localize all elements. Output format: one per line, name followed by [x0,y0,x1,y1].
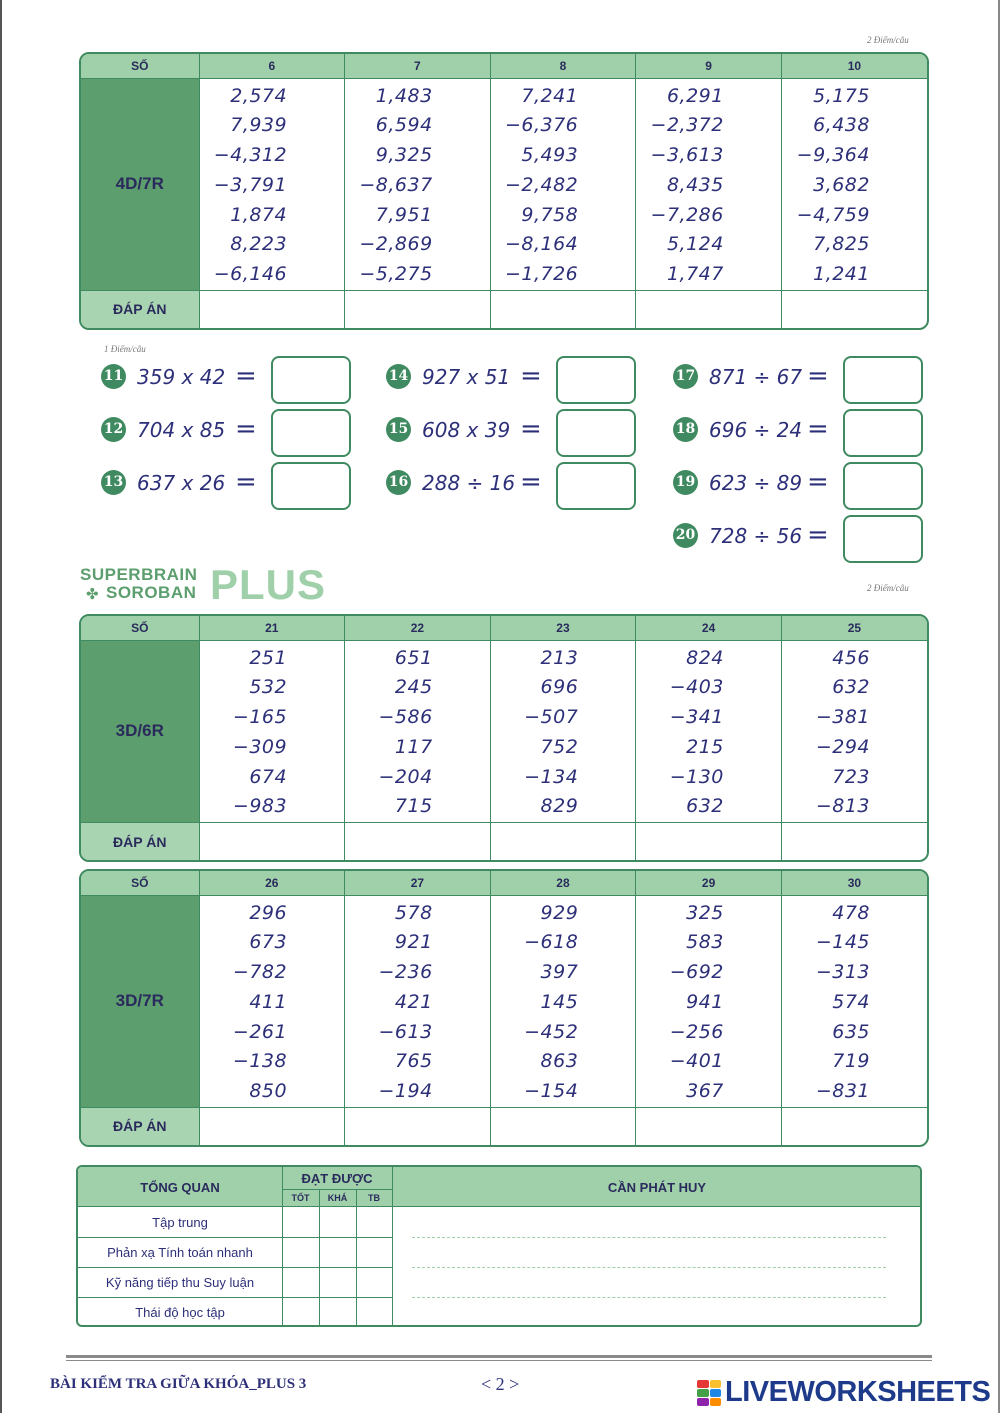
number-value: 145 [540,990,579,1013]
number-value: 6,594 [375,114,433,137]
calc-item [386,409,638,455]
number-value: −6,146 [213,263,288,286]
number-value: −831 [815,1080,870,1103]
number-value: 1,747 [666,263,724,286]
number-value: −313 [815,961,870,984]
number-value: 296 [249,901,288,924]
answer-label: ĐÁP ÁN [81,823,199,860]
number-value: 8,435 [666,173,724,196]
number-value: −309 [232,735,288,758]
number-value: 941 [686,990,724,1013]
comment-line [412,1297,886,1298]
equals-sign: = [807,414,829,444]
footer-rule [66,1360,932,1361]
number-value: −261 [232,1020,288,1043]
number-value: −7,286 [650,203,724,226]
number-value: 7,939 [230,114,288,137]
logo-line1: SUPERBRAIN [80,565,198,584]
number-value: −401 [669,1050,724,1073]
points-note: 2 Điểm/câu [867,35,909,45]
number-value: 456 [832,646,870,669]
answer-label: ĐÁP ÁN [81,291,199,328]
calc-expression: 871 ÷ 67 [709,365,803,389]
grade-good: TỐT [291,1193,310,1203]
question-number: 7 [345,54,491,78]
number-column [490,78,636,291]
calc-expression: 637 x 26 [137,471,226,495]
number-value: 715 [394,795,433,818]
equals-sign: = [235,414,257,444]
calc-expression: 288 ÷ 16 [422,471,516,495]
number-value: 719 [832,1050,870,1073]
calc-expression: 359 x 42 [137,365,226,389]
number-value: −1,726 [504,263,579,286]
equals-sign: = [520,467,542,497]
achieved-header: ĐẠT ĐƯỢC [301,1170,373,1186]
number-value: −613 [378,1020,433,1043]
number-value: 1,874 [230,203,288,226]
question-badge: 17 [673,364,698,389]
equals-sign: = [807,361,829,391]
number-value: 215 [686,735,724,758]
answer-input[interactable] [781,291,927,328]
number-value: 829 [540,795,579,818]
question-badge: 18 [673,417,698,442]
calc-item [673,409,925,455]
answer-box[interactable] [843,409,923,457]
number-value: −782 [232,961,288,984]
divider [282,1189,392,1190]
answer-box[interactable] [843,356,923,404]
question-badge: 16 [386,470,411,495]
answer-input[interactable] [636,1108,782,1145]
answer-box[interactable] [271,356,351,404]
overview-header: TỔNG QUAN [140,1179,220,1195]
number-value: −2,372 [650,114,724,137]
number-value: 325 [686,901,724,924]
number-value: −452 [524,1020,579,1043]
clover-icon: ✤ [86,586,99,603]
summary-row-focus: Tập trung [152,1214,208,1230]
number-value: −692 [669,961,724,984]
answer-input[interactable] [345,1108,491,1145]
answer-input[interactable] [490,823,636,860]
number-value: 421 [394,990,433,1013]
question-badge: 12 [101,417,126,442]
question-badge: 13 [101,470,126,495]
footer-rule [66,1355,932,1358]
answer-input[interactable] [781,823,927,860]
grade-average: TB [368,1193,380,1203]
number-value: 7,951 [375,203,433,226]
calc-item [101,462,353,508]
answer-input[interactable] [199,1108,345,1145]
number-value: 8,223 [230,233,288,256]
number-value: −154 [524,1080,579,1103]
number-value: −5,275 [359,263,433,286]
number-value: −130 [669,765,724,788]
summary-row-attitude: Thái độ học tập [135,1304,225,1320]
number-column [636,78,782,291]
number-value: 9,325 [375,144,433,167]
number-value: 9,758 [521,203,579,226]
number-value: −813 [815,795,870,818]
number-value: 1,241 [813,263,870,286]
comment-line [412,1237,886,1238]
number-value: 863 [540,1050,579,1073]
header-so: SỐ [81,871,199,895]
number-value: −618 [524,931,579,954]
calc-expression: 623 ÷ 89 [709,471,803,495]
liveworksheets-logo[interactable] [697,1378,997,1408]
number-column [781,895,927,1108]
number-value: −9,364 [796,144,870,167]
question-badge: 15 [386,417,411,442]
answer-box[interactable] [843,515,923,563]
answer-box[interactable] [556,462,636,510]
number-value: 574 [832,990,870,1013]
number-value: −4,312 [213,144,288,167]
divider [392,1167,393,1327]
answer-box[interactable] [556,409,636,457]
question-number: 28 [490,871,636,895]
calc-expression: 704 x 85 [137,418,226,442]
number-value: −3,791 [213,173,288,196]
question-number: 25 [781,616,927,640]
answer-input[interactable] [490,291,636,328]
number-value: −586 [378,706,433,729]
number-value: −294 [815,735,870,758]
number-value: 632 [832,676,870,699]
number-value: 251 [249,646,288,669]
divider [319,1189,320,1327]
calc-expression: 927 x 51 [422,365,511,389]
number-value: 651 [394,646,433,669]
calc-expression: 608 x 39 [422,418,511,442]
answer-input[interactable] [345,823,491,860]
answer-box[interactable] [271,462,351,510]
number-value: −256 [669,1020,724,1043]
calc-item [101,409,353,455]
summary-table [76,1165,922,1327]
number-value: −983 [232,795,288,818]
number-value: 3,682 [813,173,870,196]
answer-box[interactable] [556,356,636,404]
number-column [345,895,491,1108]
question-number: 6 [199,54,345,78]
liveworksheets-icon [697,1380,721,1406]
number-value: 5,124 [666,233,724,256]
question-number: 23 [490,616,636,640]
number-value: 245 [394,676,433,699]
number-value: 850 [249,1080,288,1103]
answer-input[interactable] [345,291,491,328]
number-value: 6,438 [813,114,870,137]
number-value: −2,482 [504,173,579,196]
number-value: 411 [249,990,288,1013]
number-value: 5,493 [521,144,579,167]
answer-input[interactable] [636,291,782,328]
number-value: 921 [394,931,433,954]
question-number: 29 [636,871,782,895]
logo-plus: PLUS [210,561,327,608]
summary-row-reasoning: Kỹ năng tiếp thu Suy luận [105,1274,255,1290]
calc-item [386,462,638,508]
number-column [781,640,927,823]
question-number: 27 [345,871,491,895]
answer-box[interactable] [271,409,351,457]
divider [282,1167,283,1327]
number-value: 213 [540,646,579,669]
number-column [490,895,636,1108]
comment-line [412,1267,886,1268]
question-number: 9 [636,54,782,78]
number-value: −204 [378,765,433,788]
header-so: SỐ [81,616,199,640]
number-value: 696 [540,676,579,699]
number-column [345,640,491,823]
question-number: 21 [199,616,345,640]
number-value: 632 [686,795,724,818]
equals-sign: = [235,467,257,497]
number-value: −403 [669,676,724,699]
calc-expression: 696 ÷ 24 [709,418,803,442]
number-value: −4,759 [796,203,870,226]
superbrain-logo [80,561,340,608]
answer-input[interactable] [490,1108,636,1145]
question-number: 10 [781,54,927,78]
number-value: 117 [394,735,433,758]
question-number: 26 [199,871,345,895]
points-note: 1 Điểm/câu [104,344,146,354]
number-column [636,895,782,1108]
number-value: −165 [232,706,288,729]
calc-item [673,462,925,508]
number-value: 765 [394,1050,433,1073]
number-value: 397 [540,961,579,984]
number-value: −2,869 [359,233,433,256]
footer-title: BÀI KIỂM TRA GIỮA KHÓA_PLUS 3 [50,1376,307,1392]
number-value: 2,574 [230,84,288,107]
page-number: < 2 > [481,1374,520,1394]
table-3d6r [79,614,929,862]
number-value: 7,825 [813,233,870,256]
number-value: −134 [524,765,579,788]
number-value: 723 [832,765,870,788]
number-value: −341 [669,706,724,729]
number-column [345,78,491,291]
number-value: −8,637 [359,173,433,196]
equals-sign: = [520,361,542,391]
number-value: 5,175 [813,84,870,107]
number-column [781,78,927,291]
answer-label: ĐÁP ÁN [81,1108,199,1145]
equals-sign: = [520,414,542,444]
number-column [199,895,345,1108]
number-value: 367 [686,1080,724,1103]
number-column [636,640,782,823]
divider [356,1189,357,1327]
number-value: −236 [378,961,433,984]
calc-item [673,356,925,402]
question-badge: 20 [673,523,698,548]
answer-input[interactable] [781,1108,927,1145]
question-number: 24 [636,616,782,640]
points-note: 2 Điểm/câu [867,583,909,593]
number-value: 578 [394,901,433,924]
answer-box[interactable] [843,462,923,510]
summary-row-reflex: Phản xạ Tính toán nhanh [107,1244,253,1260]
number-value: 7,241 [521,84,579,107]
question-badge: 11 [101,364,126,389]
question-number: 22 [345,616,491,640]
number-value: −6,376 [504,114,579,137]
number-value: 478 [832,901,870,924]
grade-fair: KHÁ [327,1193,348,1203]
calc-expression: 728 ÷ 56 [709,524,803,548]
equals-sign: = [807,467,829,497]
number-value: −138 [232,1050,288,1073]
number-value: 635 [832,1020,870,1043]
calc-item [386,356,638,402]
number-value: −8,164 [504,233,579,256]
number-column [199,78,345,291]
calc-item [673,515,925,561]
table-4d7r [79,52,929,330]
answer-input[interactable] [199,291,345,328]
number-value: −381 [815,706,870,729]
question-badge: 14 [386,364,411,389]
number-column [490,640,636,823]
number-value: 583 [686,931,724,954]
row-group-label: 4D/7R [81,78,199,291]
number-value: −194 [378,1080,433,1103]
number-column [199,640,345,823]
number-value: 674 [249,765,288,788]
table-3d7r [79,869,929,1147]
number-value: 752 [540,735,579,758]
answer-input[interactable] [636,823,782,860]
number-value: −3,613 [650,144,724,167]
row-group-label: 3D/7R [81,895,199,1108]
number-value: −507 [524,706,579,729]
number-value: 532 [249,676,288,699]
number-value: 1,483 [375,84,433,107]
liveworksheets-text: LIVEWORKSHEETS [725,1376,991,1408]
equals-sign: = [235,361,257,391]
question-badge: 19 [673,470,698,495]
answer-input[interactable] [199,823,345,860]
number-value: 824 [686,646,724,669]
question-number: 8 [490,54,636,78]
promote-header: CẦN PHÁT HUY [607,1179,707,1195]
header-so: SỐ [81,54,199,78]
number-value: 6,291 [666,84,724,107]
row-group-label: 3D/6R [81,640,199,823]
number-value: 673 [249,931,288,954]
logo-line2: SOROBAN [106,583,197,602]
number-value: 929 [540,901,579,924]
calc-item [101,356,353,402]
equals-sign: = [807,520,829,550]
question-number: 30 [781,871,927,895]
number-value: −145 [815,931,870,954]
